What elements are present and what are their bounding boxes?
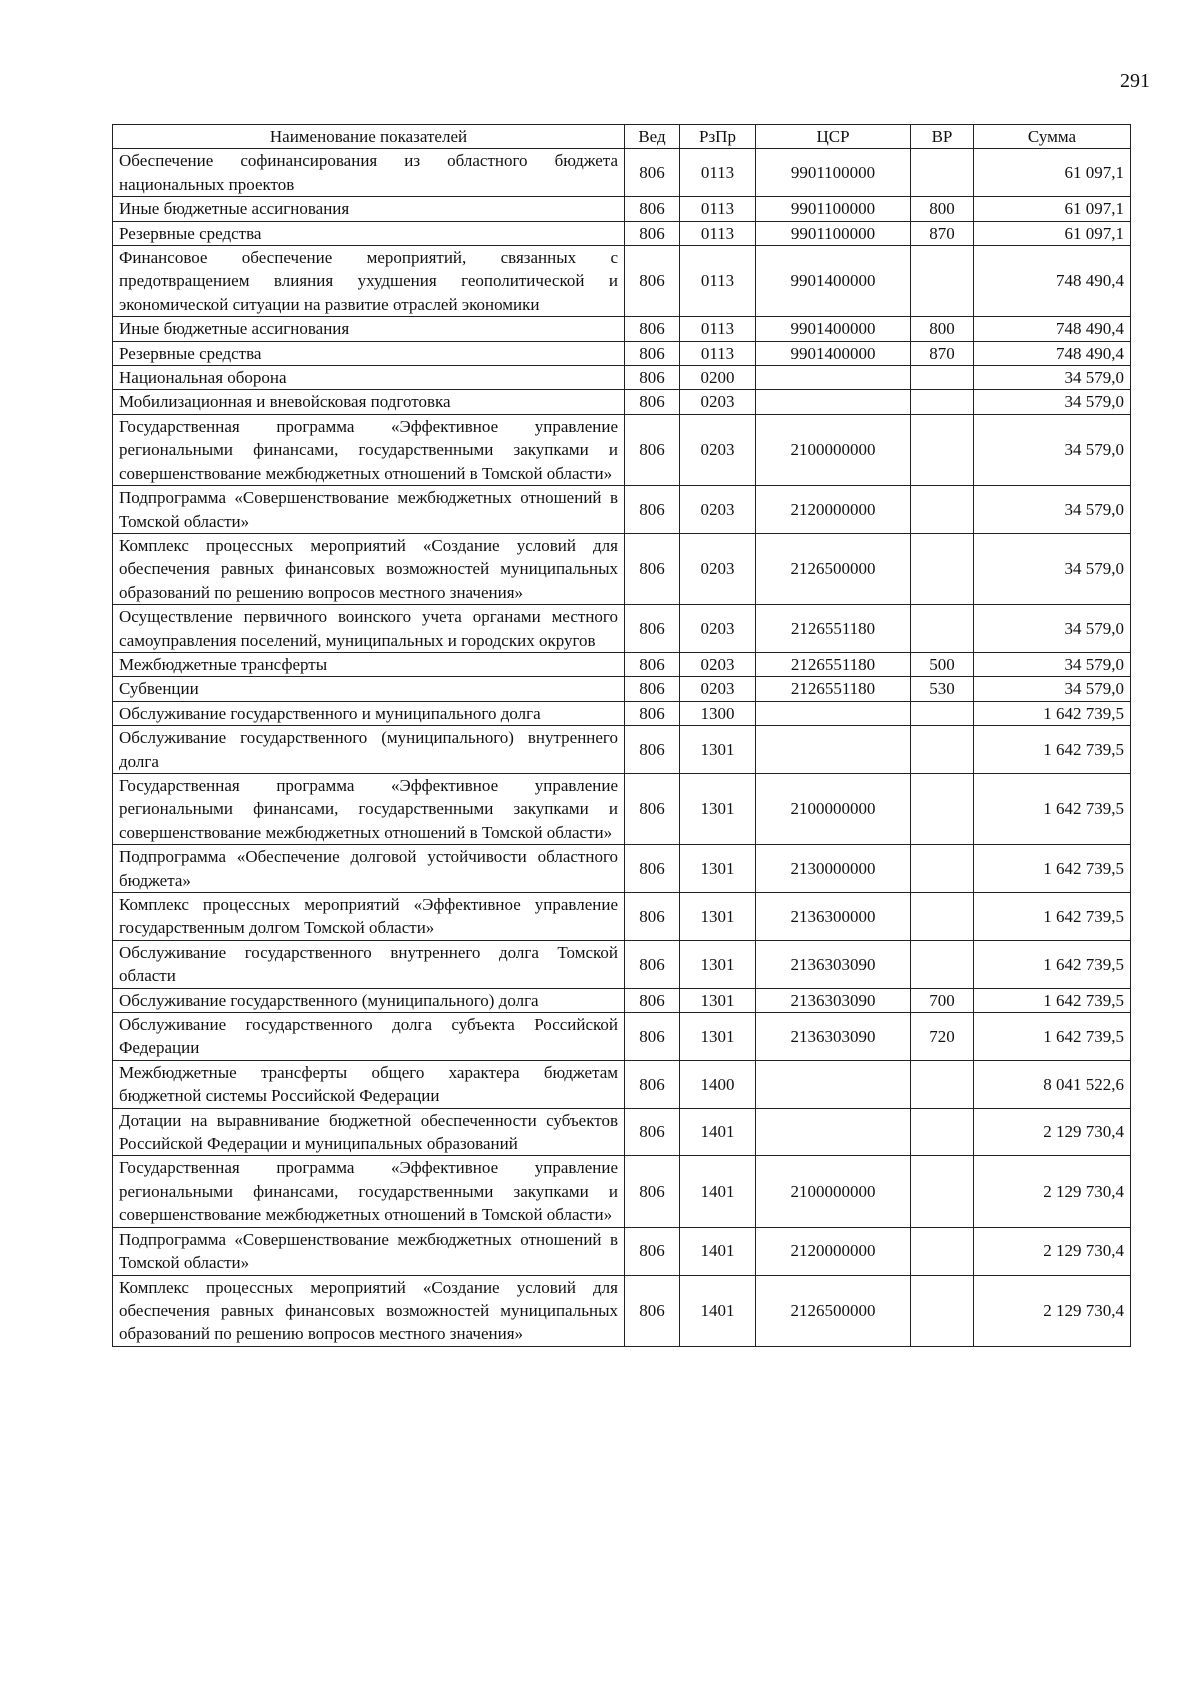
vr-cell: 720 bbox=[911, 1013, 974, 1061]
sum-cell: 34 579,0 bbox=[974, 366, 1131, 390]
rzpr-cell: 1401 bbox=[680, 1156, 756, 1227]
sum-cell: 1 642 739,5 bbox=[974, 845, 1131, 893]
sum-cell: 61 097,1 bbox=[974, 149, 1131, 197]
name-cell: Субвенции bbox=[113, 677, 625, 701]
csr-cell bbox=[756, 390, 911, 414]
ved-cell: 806 bbox=[625, 605, 680, 653]
sum-cell: 34 579,0 bbox=[974, 486, 1131, 534]
column-header-rzpr: РзПр bbox=[680, 125, 756, 149]
rzpr-cell: 0113 bbox=[680, 246, 756, 317]
vr-cell: 530 bbox=[911, 677, 974, 701]
table-row bbox=[113, 197, 1131, 221]
csr-cell: 2120000000 bbox=[756, 486, 911, 534]
table-row bbox=[113, 988, 1131, 1012]
csr-cell: 2136303090 bbox=[756, 940, 911, 988]
table-row bbox=[113, 1156, 1131, 1227]
vr-cell bbox=[911, 414, 974, 485]
column-header-ved: Вед bbox=[625, 125, 680, 149]
sum-cell: 34 579,0 bbox=[974, 677, 1131, 701]
rzpr-cell: 0200 bbox=[680, 366, 756, 390]
vr-cell bbox=[911, 1227, 974, 1275]
vr-cell bbox=[911, 701, 974, 725]
vr-cell: 800 bbox=[911, 197, 974, 221]
ved-cell: 806 bbox=[625, 1108, 680, 1156]
table-row bbox=[113, 1275, 1131, 1346]
sum-cell: 1 642 739,5 bbox=[974, 893, 1131, 941]
ved-cell: 806 bbox=[625, 149, 680, 197]
table-row bbox=[113, 677, 1131, 701]
rzpr-cell: 0113 bbox=[680, 341, 756, 365]
rzpr-cell: 1401 bbox=[680, 1275, 756, 1346]
ved-cell: 806 bbox=[625, 940, 680, 988]
sum-cell: 1 642 739,5 bbox=[974, 701, 1131, 725]
sum-cell: 8 041 522,6 bbox=[974, 1060, 1131, 1108]
vr-cell bbox=[911, 1156, 974, 1227]
table-row bbox=[113, 221, 1131, 245]
ved-cell: 806 bbox=[625, 366, 680, 390]
csr-cell: 9901400000 bbox=[756, 341, 911, 365]
page-number: 291 bbox=[1120, 70, 1150, 92]
csr-cell bbox=[756, 1108, 911, 1156]
rzpr-cell: 1301 bbox=[680, 726, 756, 774]
vr-cell bbox=[911, 940, 974, 988]
vr-cell bbox=[911, 486, 974, 534]
sum-cell: 748 490,4 bbox=[974, 246, 1131, 317]
rzpr-cell: 1301 bbox=[680, 773, 756, 844]
rzpr-cell: 1301 bbox=[680, 988, 756, 1012]
vr-cell bbox=[911, 366, 974, 390]
sum-cell: 1 642 739,5 bbox=[974, 773, 1131, 844]
ved-cell: 806 bbox=[625, 893, 680, 941]
sum-cell: 34 579,0 bbox=[974, 414, 1131, 485]
ved-cell: 806 bbox=[625, 1013, 680, 1061]
csr-cell: 2126500000 bbox=[756, 1275, 911, 1346]
ved-cell: 806 bbox=[625, 486, 680, 534]
sum-cell: 2 129 730,4 bbox=[974, 1156, 1131, 1227]
sum-cell: 748 490,4 bbox=[974, 341, 1131, 365]
ved-cell: 806 bbox=[625, 246, 680, 317]
table-row bbox=[113, 726, 1131, 774]
csr-cell: 2100000000 bbox=[756, 773, 911, 844]
csr-cell: 2136303090 bbox=[756, 1013, 911, 1061]
name-cell: Обеспечение софинансирования из областного бюджета национальных проектов bbox=[113, 149, 625, 197]
csr-cell: 2136300000 bbox=[756, 893, 911, 941]
rzpr-cell: 0203 bbox=[680, 390, 756, 414]
name-cell: Обслуживание государственного внутреннего долга Томской области bbox=[113, 940, 625, 988]
budget-table bbox=[112, 124, 1131, 1347]
name-cell: Государственная программа «Эффективное управление региональными финансами, государственными закупками и совершенствование межбюджетных отношений в Томской области» bbox=[113, 1156, 625, 1227]
name-cell: Подпрограмма «Совершенствование межбюджетных отношений в Томской области» bbox=[113, 486, 625, 534]
name-cell: Резервные средства bbox=[113, 221, 625, 245]
vr-cell bbox=[911, 893, 974, 941]
name-cell: Комплекс процессных мероприятий «Эффективное управление государственным долгом Томской области» bbox=[113, 893, 625, 941]
vr-cell: 870 bbox=[911, 341, 974, 365]
table-header-row bbox=[113, 125, 1131, 149]
csr-cell: 9901100000 bbox=[756, 197, 911, 221]
name-cell: Обслуживание государственного (муниципального) долга bbox=[113, 988, 625, 1012]
table-body bbox=[113, 149, 1131, 1346]
sum-cell: 61 097,1 bbox=[974, 197, 1131, 221]
sum-cell: 1 642 739,5 bbox=[974, 988, 1131, 1012]
table-row bbox=[113, 773, 1131, 844]
rzpr-cell: 0203 bbox=[680, 677, 756, 701]
ved-cell: 806 bbox=[625, 1060, 680, 1108]
ved-cell: 806 bbox=[625, 1156, 680, 1227]
table-row bbox=[113, 246, 1131, 317]
table-row bbox=[113, 1227, 1131, 1275]
csr-cell: 2136303090 bbox=[756, 988, 911, 1012]
table-row bbox=[113, 893, 1131, 941]
name-cell: Обслуживание государственного долга субъекта Российской Федерации bbox=[113, 1013, 625, 1061]
name-cell: Иные бюджетные ассигнования bbox=[113, 197, 625, 221]
name-cell: Подпрограмма «Обеспечение долговой устойчивости областного бюджета» bbox=[113, 845, 625, 893]
vr-cell bbox=[911, 149, 974, 197]
name-cell: Дотации на выравнивание бюджетной обеспеченности субъектов Российской Федерации и муниципальных образований bbox=[113, 1108, 625, 1156]
ved-cell: 806 bbox=[625, 390, 680, 414]
name-cell: Иные бюджетные ассигнования bbox=[113, 317, 625, 341]
ved-cell: 806 bbox=[625, 1275, 680, 1346]
sum-cell: 2 129 730,4 bbox=[974, 1108, 1131, 1156]
vr-cell bbox=[911, 1108, 974, 1156]
vr-cell bbox=[911, 605, 974, 653]
table-row bbox=[113, 1108, 1131, 1156]
name-cell: Мобилизационная и вневойсковая подготовка bbox=[113, 390, 625, 414]
column-header-vr: ВР bbox=[911, 125, 974, 149]
rzpr-cell: 0113 bbox=[680, 317, 756, 341]
rzpr-cell: 0203 bbox=[680, 486, 756, 534]
ved-cell: 806 bbox=[625, 317, 680, 341]
csr-cell: 2126551180 bbox=[756, 652, 911, 676]
name-cell: Межбюджетные трансферты bbox=[113, 652, 625, 676]
name-cell: Подпрограмма «Совершенствование межбюджетных отношений в Томской области» bbox=[113, 1227, 625, 1275]
rzpr-cell: 0203 bbox=[680, 652, 756, 676]
ved-cell: 806 bbox=[625, 726, 680, 774]
vr-cell bbox=[911, 246, 974, 317]
ved-cell: 806 bbox=[625, 845, 680, 893]
sum-cell: 2 129 730,4 bbox=[974, 1227, 1131, 1275]
name-cell: Национальная оборона bbox=[113, 366, 625, 390]
csr-cell: 2126551180 bbox=[756, 605, 911, 653]
ved-cell: 806 bbox=[625, 414, 680, 485]
table-row bbox=[113, 701, 1131, 725]
sum-cell: 2 129 730,4 bbox=[974, 1275, 1131, 1346]
vr-cell bbox=[911, 773, 974, 844]
vr-cell: 870 bbox=[911, 221, 974, 245]
rzpr-cell: 1301 bbox=[680, 845, 756, 893]
sum-cell: 34 579,0 bbox=[974, 605, 1131, 653]
csr-cell: 2130000000 bbox=[756, 845, 911, 893]
table-row bbox=[113, 390, 1131, 414]
ved-cell: 806 bbox=[625, 197, 680, 221]
table-row bbox=[113, 366, 1131, 390]
column-header-name: Наименование показателей bbox=[113, 125, 625, 149]
rzpr-cell: 1400 bbox=[680, 1060, 756, 1108]
column-header-csr: ЦСР bbox=[756, 125, 911, 149]
table-row bbox=[113, 414, 1131, 485]
table-row bbox=[113, 1013, 1131, 1061]
table-row bbox=[113, 486, 1131, 534]
vr-cell bbox=[911, 1275, 974, 1346]
rzpr-cell: 1301 bbox=[680, 1013, 756, 1061]
table-row bbox=[113, 652, 1131, 676]
rzpr-cell: 0203 bbox=[680, 414, 756, 485]
csr-cell bbox=[756, 1060, 911, 1108]
sum-cell: 34 579,0 bbox=[974, 390, 1131, 414]
ved-cell: 806 bbox=[625, 652, 680, 676]
sum-cell: 748 490,4 bbox=[974, 317, 1131, 341]
ved-cell: 806 bbox=[625, 533, 680, 604]
vr-cell: 800 bbox=[911, 317, 974, 341]
rzpr-cell: 1401 bbox=[680, 1227, 756, 1275]
name-cell: Обслуживание государственного (муниципального) внутреннего долга bbox=[113, 726, 625, 774]
sum-cell: 1 642 739,5 bbox=[974, 1013, 1131, 1061]
csr-cell: 9901100000 bbox=[756, 149, 911, 197]
ved-cell: 806 bbox=[625, 701, 680, 725]
rzpr-cell: 0203 bbox=[680, 605, 756, 653]
sum-cell: 61 097,1 bbox=[974, 221, 1131, 245]
rzpr-cell: 1401 bbox=[680, 1108, 756, 1156]
csr-cell bbox=[756, 701, 911, 725]
sum-cell: 1 642 739,5 bbox=[974, 726, 1131, 774]
name-cell: Финансовое обеспечение мероприятий, связанных с предотвращением влияния ухудшения геополитической и экономической ситуации на развитие отраслей экономики bbox=[113, 246, 625, 317]
vr-cell: 700 bbox=[911, 988, 974, 1012]
table-row bbox=[113, 940, 1131, 988]
csr-cell: 9901400000 bbox=[756, 317, 911, 341]
sum-cell: 34 579,0 bbox=[974, 652, 1131, 676]
table-row bbox=[113, 149, 1131, 197]
name-cell: Межбюджетные трансферты общего характера бюджетам бюджетной системы Российской Федерации bbox=[113, 1060, 625, 1108]
ved-cell: 806 bbox=[625, 341, 680, 365]
vr-cell: 500 bbox=[911, 652, 974, 676]
ved-cell: 806 bbox=[625, 221, 680, 245]
ved-cell: 806 bbox=[625, 677, 680, 701]
vr-cell bbox=[911, 845, 974, 893]
rzpr-cell: 0113 bbox=[680, 221, 756, 245]
ved-cell: 806 bbox=[625, 1227, 680, 1275]
table-row bbox=[113, 317, 1131, 341]
name-cell: Резервные средства bbox=[113, 341, 625, 365]
name-cell: Государственная программа «Эффективное управление региональными финансами, государственными закупками и совершенствование межбюджетных отношений в Томской области» bbox=[113, 414, 625, 485]
csr-cell: 2120000000 bbox=[756, 1227, 911, 1275]
csr-cell: 2100000000 bbox=[756, 1156, 911, 1227]
ved-cell: 806 bbox=[625, 773, 680, 844]
vr-cell bbox=[911, 390, 974, 414]
rzpr-cell: 1301 bbox=[680, 893, 756, 941]
csr-cell: 9901100000 bbox=[756, 221, 911, 245]
name-cell: Осуществление первичного воинского учета органами местного самоуправления поселений, муниципальных и городских округов bbox=[113, 605, 625, 653]
vr-cell bbox=[911, 533, 974, 604]
csr-cell: 9901400000 bbox=[756, 246, 911, 317]
rzpr-cell: 1301 bbox=[680, 940, 756, 988]
sum-cell: 34 579,0 bbox=[974, 533, 1131, 604]
csr-cell: 2126551180 bbox=[756, 677, 911, 701]
csr-cell bbox=[756, 726, 911, 774]
column-header-sum: Сумма bbox=[974, 125, 1131, 149]
vr-cell bbox=[911, 726, 974, 774]
table-row bbox=[113, 845, 1131, 893]
name-cell: Государственная программа «Эффективное управление региональными финансами, государственными закупками и совершенствование межбюджетных отношений в Томской области» bbox=[113, 773, 625, 844]
name-cell: Комплекс процессных мероприятий «Создание условий для обеспечения равных финансовых возможностей муниципальных образований по решению вопросов местного значения» bbox=[113, 1275, 625, 1346]
table-row bbox=[113, 341, 1131, 365]
vr-cell bbox=[911, 1060, 974, 1108]
rzpr-cell: 0203 bbox=[680, 533, 756, 604]
name-cell: Комплекс процессных мероприятий «Создание условий для обеспечения равных финансовых возможностей муниципальных образований по решению вопросов местного значения» bbox=[113, 533, 625, 604]
name-cell: Обслуживание государственного и муниципального долга bbox=[113, 701, 625, 725]
table-row bbox=[113, 533, 1131, 604]
table-row bbox=[113, 1060, 1131, 1108]
table-row bbox=[113, 605, 1131, 653]
sum-cell: 1 642 739,5 bbox=[974, 940, 1131, 988]
rzpr-cell: 0113 bbox=[680, 197, 756, 221]
rzpr-cell: 1300 bbox=[680, 701, 756, 725]
rzpr-cell: 0113 bbox=[680, 149, 756, 197]
csr-cell: 2100000000 bbox=[756, 414, 911, 485]
csr-cell bbox=[756, 366, 911, 390]
ved-cell: 806 bbox=[625, 988, 680, 1012]
csr-cell: 2126500000 bbox=[756, 533, 911, 604]
